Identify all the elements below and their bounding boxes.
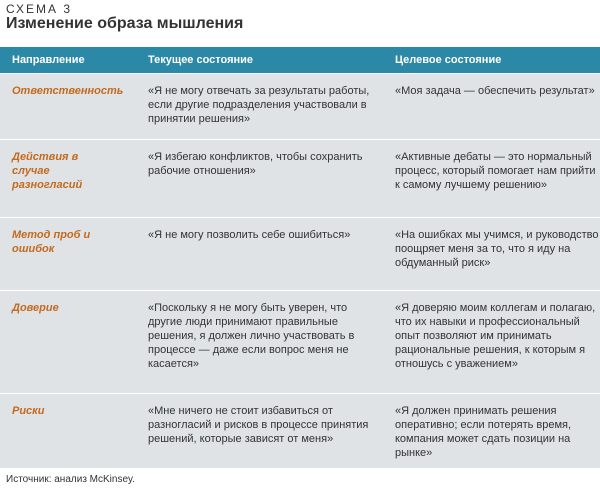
row-target-state: «Активные дебаты — это нормальный процесс, который помогает нам прийти к самому лучшему решению» <box>395 151 596 191</box>
column-header-current: Текущее состояние <box>148 54 254 66</box>
source-note: Источник: анализ McKinsey. <box>6 474 136 485</box>
table-row <box>0 217 600 290</box>
row-target-state: «Я должен принимать решения оперативно; если потерять время, компания может сдать позиции на рынке» <box>395 405 572 459</box>
table-row <box>0 139 600 217</box>
row-target-state: «Моя задача — обеспечить результат» <box>395 85 595 97</box>
table-row <box>0 290 600 393</box>
row-target-state: «На ошибках мы учимся, и руководство поощряет меня за то, что я иду на обдуманный риск» <box>395 229 599 269</box>
row-current-state: «Я не могу отвечать за результаты работы, если другие подразделения участвовали в принятии решения» <box>148 85 370 125</box>
table-header <box>0 47 600 73</box>
figure-title: Изменение образа мышления <box>6 15 244 32</box>
row-direction: Метод проб и ошибок <box>12 229 91 255</box>
column-header-direction: Направление <box>12 54 85 66</box>
row-current-state: «Я не могу позволить себе ошибиться» <box>148 229 351 241</box>
row-direction: Действия в случае разногласий <box>12 151 83 191</box>
row-current-state: «Поскольку я не могу быть уверен, что другие люди принимают правильные решения, я должен лично участвовать в процессе — даже если вопрос меня не касается» <box>148 302 355 370</box>
table-row <box>0 73 600 139</box>
table-row <box>0 393 600 468</box>
row-direction: Ответственность <box>12 85 124 97</box>
row-current-state: «Мне ничего не стоит избавиться от разногласий и рисков в процессе принятия решений, которые зависят от меня» <box>148 405 369 445</box>
row-current-state: «Я избегаю конфликтов, чтобы сохранить рабочие отношения» <box>148 151 363 177</box>
figure-label: СХЕМА 3 <box>6 2 73 16</box>
column-header-target: Целевое состояние <box>395 54 502 66</box>
row-target-state: «Я доверяю моим коллегам и полагаю, что их навыки и профессиональный опыт позволяют им принимать рациональные решения, к которым я отношусь с уважением» <box>395 302 596 370</box>
row-direction: Риски <box>12 405 45 417</box>
mindset-table <box>0 47 600 468</box>
row-direction: Доверие <box>12 302 59 314</box>
